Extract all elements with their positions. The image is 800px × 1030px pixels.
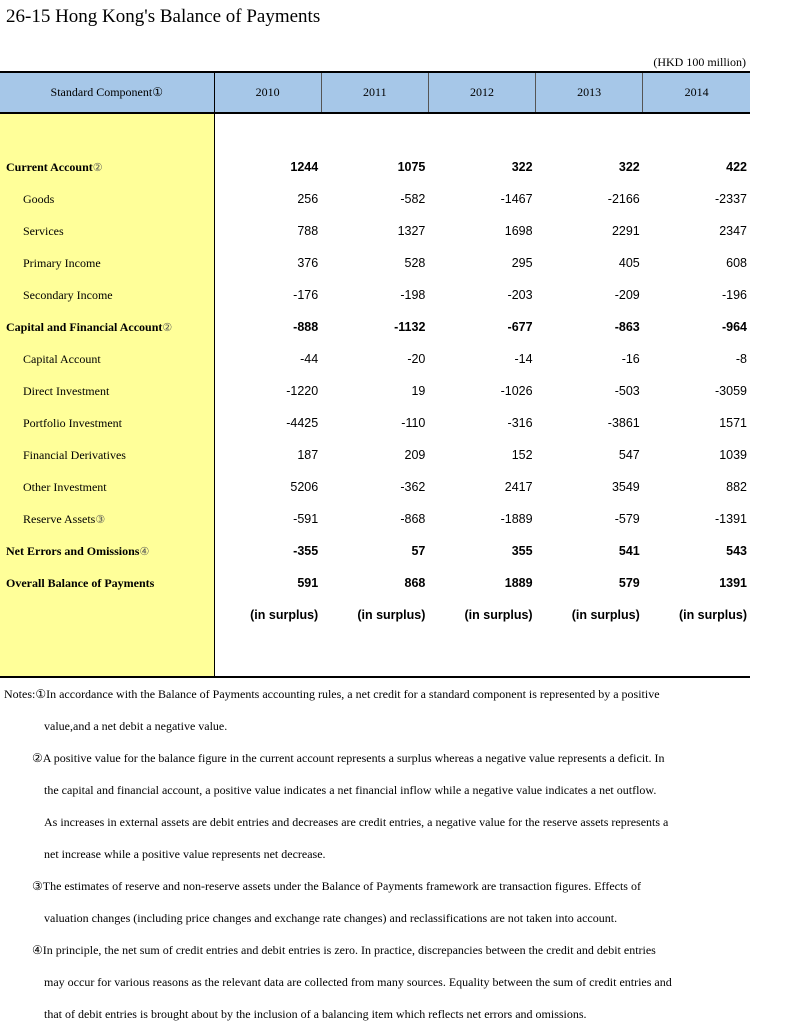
surplus-row xyxy=(0,599,750,631)
value-cell: -964 xyxy=(721,320,747,334)
value-cell: 579 xyxy=(618,576,640,590)
value-cell: 209 xyxy=(404,448,426,462)
row-label xyxy=(0,215,214,247)
row-label xyxy=(0,567,214,599)
balance-of-payments-table xyxy=(0,71,750,678)
note-line: the capital and financial account, a positive value indicates a net financial inflow while a negative value indicates a net outflow. xyxy=(44,783,657,797)
table-row xyxy=(0,343,750,375)
table-header-row xyxy=(0,72,750,113)
row-label-text: Net Errors and Omissions xyxy=(6,543,140,558)
value-cell: -196 xyxy=(721,288,747,302)
value-cell: -2166 xyxy=(607,192,640,206)
table-row xyxy=(0,407,750,439)
surplus-cell: (in surplus) xyxy=(357,608,426,622)
row-label xyxy=(0,535,214,567)
row-label-text: Current Account xyxy=(6,159,93,174)
row-label-text: Goods xyxy=(23,191,55,206)
value-cell: 1244 xyxy=(290,160,319,174)
value-cell: 57 xyxy=(411,544,426,558)
value-cell: 405 xyxy=(618,256,640,270)
note-line: may occur for various reasons as the relevant data are collected from many sources. Equality between the sum of credit entries and xyxy=(44,975,672,989)
table-row xyxy=(0,311,750,343)
row-label-text: Other Investment xyxy=(23,479,107,494)
row-label xyxy=(0,343,214,375)
value-cell: 322 xyxy=(618,160,640,174)
value-cell: -203 xyxy=(507,288,533,302)
row-label-text: Capital and Financial Account xyxy=(6,319,163,334)
column-header-year: 2013 xyxy=(536,72,643,113)
row-label-text: Reserve Assets xyxy=(23,511,96,526)
row-label xyxy=(0,407,214,439)
value-cell: -355 xyxy=(293,544,319,558)
value-cell: 355 xyxy=(511,544,533,558)
value-cell: 376 xyxy=(297,256,319,270)
value-cell: 1571 xyxy=(719,416,747,430)
value-cell: 2291 xyxy=(611,224,640,238)
value-cell: -14 xyxy=(514,352,533,366)
note-line: ④In principle, the net sum of credit entries and debit entries is zero. In practice, discrepancies between the credit and debit entries xyxy=(32,943,656,957)
value-cell: -110 xyxy=(401,416,426,430)
row-label-text: Secondary Income xyxy=(23,287,113,302)
value-cell: -1220 xyxy=(286,384,319,398)
value-cell: -16 xyxy=(621,352,640,366)
value-cell: -44 xyxy=(300,352,319,366)
spacer-row xyxy=(0,113,750,151)
row-label-text: Financial Derivatives xyxy=(23,447,126,462)
row-label xyxy=(0,471,214,503)
value-cell: -4425 xyxy=(286,416,319,430)
value-cell: 788 xyxy=(297,224,319,238)
table-row xyxy=(0,439,750,471)
column-header-year: 2014 xyxy=(643,72,750,113)
table-row xyxy=(0,375,750,407)
value-cell: -1391 xyxy=(715,512,747,526)
column-header-year: 2011 xyxy=(321,72,428,113)
note-line: that of debit entries is brought about by the inclusion of a balancing item which reflects net errors and omissions. xyxy=(44,1007,587,1021)
spacer-row xyxy=(0,631,750,677)
unit-label: (HKD 100 million) xyxy=(653,55,746,69)
value-cell: 152 xyxy=(511,448,533,462)
note-line: Notes:①In accordance with the Balance of Payments accounting rules, a net credit for a standard component is represented by a positive xyxy=(4,687,660,701)
value-cell: 882 xyxy=(726,480,747,494)
value-cell: 528 xyxy=(404,256,426,270)
row-label xyxy=(0,151,214,183)
table-row xyxy=(0,567,750,599)
row-label-text: Services xyxy=(23,223,64,238)
row-label xyxy=(0,375,214,407)
surplus-cell: (in surplus) xyxy=(571,608,640,622)
value-cell: -362 xyxy=(400,480,426,494)
value-cell: 591 xyxy=(297,576,319,590)
value-cell: 187 xyxy=(297,448,319,462)
value-cell: -1132 xyxy=(394,320,426,334)
value-cell: 868 xyxy=(404,576,426,590)
value-cell: 1889 xyxy=(504,576,533,590)
value-cell: 2347 xyxy=(719,224,747,238)
value-cell: -8 xyxy=(735,352,747,366)
row-label xyxy=(0,311,214,343)
value-cell: -3861 xyxy=(607,416,640,430)
value-cell: -316 xyxy=(507,416,533,430)
row-label xyxy=(0,279,214,311)
value-cell: 1075 xyxy=(397,160,426,174)
row-label-text: Primary Income xyxy=(23,255,101,270)
footnote-mark: ④ xyxy=(139,545,150,558)
value-cell: 1391 xyxy=(719,576,747,590)
value-cell: -209 xyxy=(614,288,640,302)
value-cell: -582 xyxy=(400,192,426,206)
value-cell: 322 xyxy=(511,160,533,174)
surplus-cell: (in surplus) xyxy=(250,608,319,622)
page-title: 26-15 Hong Kong's Balance of Payments xyxy=(6,6,321,27)
value-cell: 295 xyxy=(511,256,533,270)
value-cell: -2337 xyxy=(715,192,747,206)
value-cell: -579 xyxy=(614,512,640,526)
value-cell: 422 xyxy=(726,160,747,174)
table-row xyxy=(0,471,750,503)
column-header-component: Standard Component① xyxy=(0,72,214,113)
value-cell: -176 xyxy=(293,288,319,302)
footnote-mark: ② xyxy=(92,161,103,174)
value-cell: -503 xyxy=(614,384,640,398)
value-cell: 256 xyxy=(297,192,319,206)
note-line: ②A positive value for the balance figure in the current account represents a surplus whereas a negative value represents a deficit. In xyxy=(32,751,665,765)
surplus-cell: (in surplus) xyxy=(464,608,533,622)
table-row xyxy=(0,215,750,247)
value-cell: -1026 xyxy=(500,384,533,398)
value-cell: 547 xyxy=(618,448,640,462)
value-cell: 543 xyxy=(726,544,747,558)
note-line: As increases in external assets are debit entries and decreases are credit entries, a negative value for the reserve assets represents a xyxy=(44,815,669,829)
table-body xyxy=(0,113,750,677)
value-cell: 541 xyxy=(618,544,640,558)
column-header-year: 2010 xyxy=(214,72,321,113)
value-cell: -3059 xyxy=(715,384,747,398)
row-label-text: Capital Account xyxy=(23,351,101,366)
row-label-text: Portfolio Investment xyxy=(23,415,122,430)
footnote-mark: ② xyxy=(162,321,173,334)
value-cell: 1327 xyxy=(397,224,426,238)
footnote-mark: ③ xyxy=(95,513,106,526)
row-label xyxy=(0,183,214,215)
value-cell: -888 xyxy=(293,320,319,334)
row-label-text: Overall Balance of Payments xyxy=(6,575,155,590)
value-cell: 3549 xyxy=(611,480,640,494)
value-cell: 1039 xyxy=(719,448,747,462)
table-row xyxy=(0,183,750,215)
value-cell: 5206 xyxy=(290,480,319,494)
value-cell: -1889 xyxy=(500,512,533,526)
row-label xyxy=(0,503,214,535)
row-label xyxy=(0,247,214,279)
table-row xyxy=(0,247,750,279)
row-label xyxy=(0,439,214,471)
value-cell: -591 xyxy=(293,512,319,526)
value-cell: 1698 xyxy=(504,224,533,238)
table-row xyxy=(0,151,750,183)
note-line: value,and a net debit a negative value. xyxy=(44,719,228,733)
surplus-cell: (in surplus) xyxy=(678,608,747,622)
table-row xyxy=(0,535,750,567)
value-cell: -198 xyxy=(400,288,426,302)
table-row xyxy=(0,279,750,311)
note-line: net increase while a positive value represents net decrease. xyxy=(44,847,326,861)
value-cell: -1467 xyxy=(500,192,533,206)
table-row xyxy=(0,503,750,535)
value-cell: 19 xyxy=(411,384,426,398)
value-cell: 608 xyxy=(726,256,747,270)
notes-section xyxy=(4,678,764,1030)
value-cell: -863 xyxy=(614,320,640,334)
note-line: valuation changes (including price changes and exchange rate changes) and reclassifications are not taken into account. xyxy=(44,911,618,925)
value-cell: 2417 xyxy=(504,480,533,494)
row-label-text: Direct Investment xyxy=(23,383,110,398)
note-line: ③The estimates of reserve and non-reserve assets under the Balance of Payments framework are transaction figures. Effects of xyxy=(32,879,641,893)
value-cell: -20 xyxy=(407,352,426,366)
column-header-year: 2012 xyxy=(428,72,535,113)
value-cell: -868 xyxy=(400,512,426,526)
value-cell: -677 xyxy=(507,320,533,334)
